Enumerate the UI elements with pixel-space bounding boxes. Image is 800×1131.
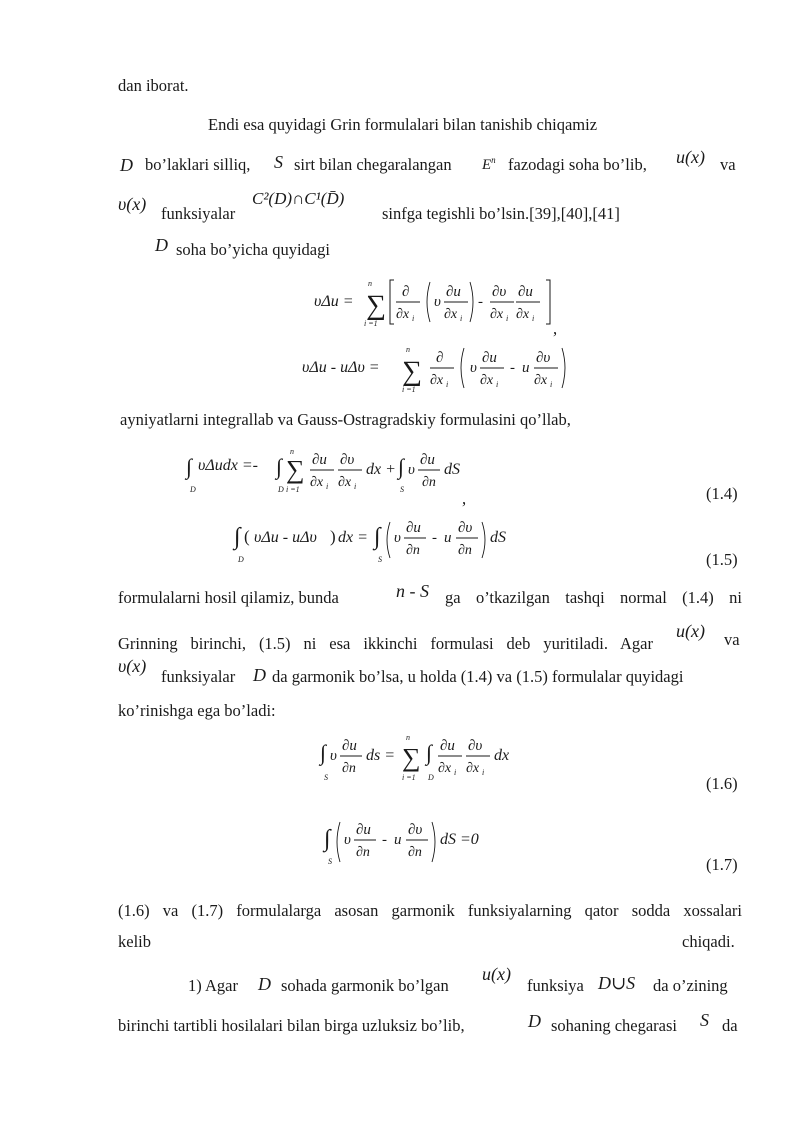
punctuation: , — [462, 489, 467, 508]
text-line: kelib — [118, 932, 151, 951]
svg-text:∂υ: ∂υ — [458, 520, 473, 536]
svg-text:υ: υ — [330, 748, 337, 764]
svg-text:i: i — [496, 380, 499, 389]
svg-text:∂n: ∂n — [356, 845, 370, 860]
svg-text:-: - — [478, 294, 483, 310]
svg-text:∂x: ∂x — [396, 307, 410, 322]
text-line: da — [722, 1016, 738, 1035]
svg-text:n: n — [406, 733, 410, 742]
text-line: fazodagi soha bo’lib, — [508, 155, 647, 174]
equation-number: (1.4) — [706, 484, 738, 503]
svg-text:υ: υ — [408, 462, 415, 478]
svg-text:∂u: ∂u — [356, 822, 371, 838]
svg-text:∑: ∑ — [286, 455, 305, 484]
svg-text:∂x: ∂x — [430, 373, 444, 388]
svg-text:i: i — [460, 314, 463, 323]
svg-text:∑: ∑ — [402, 743, 421, 772]
equation-identity-2 — [298, 338, 578, 403]
svg-text:υ: υ — [344, 832, 351, 848]
svg-text:i: i — [446, 380, 449, 389]
math-symbol-e: $E^n$ — [482, 155, 496, 173]
svg-text:dx: dx — [494, 747, 510, 764]
equation-number: (1.6) — [706, 774, 738, 793]
punctuation: , — [553, 319, 558, 338]
text-line: ga o’tkazilgan tashqi normal (1.4) ni — [445, 588, 742, 607]
svg-text:∂υ: ∂υ — [408, 822, 423, 838]
equation-harmonic-first — [320, 730, 530, 789]
svg-text:∂: ∂ — [402, 284, 410, 300]
svg-text:∫: ∫ — [320, 740, 327, 765]
math-symbol-d: D — [258, 974, 271, 994]
svg-text:∂u: ∂u — [440, 738, 455, 754]
svg-text:∂n: ∂n — [422, 475, 436, 490]
equation-identity-1 — [300, 272, 580, 337]
svg-text:∂x: ∂x — [516, 307, 530, 322]
svg-text:i =1: i =1 — [364, 319, 378, 328]
svg-text:∂x: ∂x — [338, 475, 352, 490]
text-line: Endi esa quyidagi Grin formulalari bilan tanishib chiqamiz — [208, 115, 598, 134]
svg-text:i: i — [326, 482, 329, 491]
svg-text:∫: ∫ — [276, 454, 283, 479]
text-line: ko’rinishga ega bo’ladi: — [118, 701, 276, 720]
svg-text:-: - — [432, 530, 437, 546]
svg-text:∂x: ∂x — [480, 373, 494, 388]
equation-green-first — [186, 444, 486, 501]
svg-text:∂u: ∂u — [446, 284, 461, 300]
text-line: chiqadi. — [682, 932, 735, 951]
svg-text:υΔu - uΔυ: υΔu - uΔυ — [254, 529, 317, 546]
svg-text:i: i — [550, 380, 553, 389]
svg-text:n: n — [406, 345, 410, 354]
svg-text:S: S — [378, 555, 382, 564]
svg-text:∫: ∫ — [426, 740, 433, 765]
svg-text:∂: ∂ — [436, 350, 444, 366]
svg-text:i: i — [354, 482, 357, 491]
text-line: sohaning chegarasi — [551, 1016, 677, 1035]
text-line: da o’zining — [653, 976, 728, 995]
text-line: soha bo’yicha quyidagi — [176, 240, 330, 259]
math-symbol-ux: u(x) — [676, 621, 705, 641]
svg-text:∂u: ∂u — [482, 350, 497, 366]
svg-text:∂x: ∂x — [444, 307, 458, 322]
svg-text:dS: dS — [444, 461, 460, 478]
svg-text:dS: dS — [490, 529, 506, 546]
svg-text:∫: ∫ — [324, 826, 331, 852]
svg-text:∂n: ∂n — [342, 761, 356, 776]
svg-text:i: i — [482, 768, 485, 777]
svg-text:-: - — [382, 832, 387, 848]
svg-text:∂υ: ∂υ — [492, 284, 507, 300]
svg-text:υΔu =: υΔu = — [314, 293, 354, 310]
svg-text:S: S — [328, 857, 332, 866]
text-line: funksiyalar — [161, 204, 236, 223]
svg-text:i =1: i =1 — [402, 385, 416, 394]
text-line: va — [724, 630, 740, 649]
svg-text:dx +: dx + — [366, 461, 396, 478]
svg-text:∑: ∑ — [402, 356, 422, 387]
svg-text:υ: υ — [470, 360, 477, 376]
math-symbol-d-cup-s: D∪S — [598, 973, 636, 993]
text-line: 1) Agar — [188, 976, 238, 995]
svg-text:∂x: ∂x — [310, 475, 324, 490]
text-line: ayniyatlarni integrallab va Gauss-Ostragradskiy formulasini qo’llab, — [120, 410, 571, 429]
svg-text:∫: ∫ — [234, 524, 241, 550]
svg-text:∂u: ∂u — [312, 452, 327, 468]
text-line: va — [720, 155, 736, 174]
svg-text:∂n: ∂n — [408, 845, 422, 860]
svg-text:i: i — [532, 314, 535, 323]
svg-text:i: i — [454, 768, 457, 777]
text-line: funksiya — [527, 976, 584, 995]
svg-text:S: S — [324, 773, 328, 782]
svg-text:∂u: ∂u — [342, 738, 357, 754]
svg-text:∂x: ∂x — [438, 761, 452, 776]
svg-text:∫: ∫ — [398, 454, 405, 479]
math-symbol-d: D — [528, 1011, 541, 1031]
svg-text:∂u: ∂u — [518, 284, 533, 300]
svg-text:D: D — [278, 485, 284, 494]
svg-text:): ) — [330, 527, 336, 546]
svg-text:i =1: i =1 — [286, 485, 300, 494]
math-symbol-ux: u(x) — [676, 147, 705, 167]
text-line: sohada garmonik bo’lgan — [281, 976, 449, 995]
equation-green-second — [234, 510, 534, 571]
svg-text:u: u — [394, 832, 402, 848]
svg-text:υ: υ — [434, 294, 441, 310]
svg-text:∂x: ∂x — [490, 307, 504, 322]
math-symbol-s: S — [274, 152, 283, 172]
text-line: Grinning birinchi, (1.5) ni esa ikkinchi formulasi deb yuritiladi. Agar — [118, 634, 653, 653]
svg-text:υΔu - uΔυ =: υΔu - uΔυ = — [302, 359, 380, 376]
text-line: dan iborat. — [118, 76, 189, 95]
svg-text:∂υ: ∂υ — [536, 350, 551, 366]
math-symbol-ux: u(x) — [482, 964, 511, 984]
math-symbol-s: S — [700, 1010, 709, 1030]
svg-text:∂n: ∂n — [406, 543, 420, 558]
svg-text:D: D — [428, 773, 434, 782]
math-symbol-d: D — [253, 665, 266, 685]
svg-text:ds =: ds = — [366, 747, 396, 764]
equation-harmonic-second — [324, 812, 524, 873]
svg-text:i: i — [506, 314, 509, 323]
svg-text:D: D — [190, 485, 196, 494]
text-line: da garmonik bo’lsa, u holda (1.4) va (1.5) formulalar quyidagi — [272, 667, 684, 686]
math-symbol-ns: n - S — [396, 581, 429, 601]
svg-text:υ: υ — [394, 530, 401, 546]
text-line: (1.6) va (1.7) formulalarga asosan garmonik funksiyalarning qator sodda xossalari — [118, 901, 742, 920]
svg-text:∂υ: ∂υ — [468, 738, 483, 754]
math-function-class: C²(D)∩C¹(D̄) — [252, 189, 345, 208]
svg-text:dx =: dx = — [338, 529, 368, 546]
svg-text:∂u: ∂u — [406, 520, 421, 536]
svg-text:∂n: ∂n — [458, 543, 472, 558]
equation-number: (1.5) — [706, 550, 738, 569]
text-line: sirt bilan chegaralangan — [294, 155, 452, 174]
text-line: bo’laklari silliq, — [145, 155, 251, 174]
svg-text:∫: ∫ — [374, 524, 381, 550]
text-line: formulalarni hosil qilamiz, bunda — [118, 588, 339, 607]
svg-text:D: D — [238, 555, 244, 564]
svg-text:u: u — [444, 530, 452, 546]
math-symbol-d: D — [155, 235, 168, 255]
equation-number: (1.7) — [706, 855, 738, 874]
svg-text:∂x: ∂x — [466, 761, 480, 776]
svg-text:S: S — [400, 485, 404, 494]
svg-text:i =1: i =1 — [402, 773, 416, 782]
math-symbol-vx: υ(x) — [118, 656, 147, 676]
svg-text:i: i — [412, 314, 415, 323]
svg-text:(: ( — [244, 527, 250, 546]
svg-text:∫: ∫ — [186, 454, 193, 479]
math-symbol-d: D — [120, 155, 133, 175]
svg-text:n: n — [290, 447, 294, 456]
svg-text:∂u: ∂u — [420, 452, 435, 468]
text-line: funksiyalar — [161, 667, 236, 686]
svg-text:∂υ: ∂υ — [340, 452, 355, 468]
svg-text:u: u — [522, 360, 530, 376]
text-line: birinchi tartibli hosilalari bilan birga uzluksiz bo’lib, — [118, 1016, 465, 1035]
svg-text:∂x: ∂x — [534, 373, 548, 388]
svg-text:dS =0: dS =0 — [440, 831, 479, 848]
svg-text:-: - — [510, 360, 515, 376]
math-symbol-vx: υ(x) — [118, 194, 147, 214]
svg-text:∑: ∑ — [366, 290, 386, 321]
svg-text:n: n — [368, 279, 372, 288]
svg-text:υΔudx =-: υΔudx =- — [198, 457, 258, 474]
text-line: sinfga tegishli bo’lsin.[39],[40],[41] — [382, 204, 620, 223]
